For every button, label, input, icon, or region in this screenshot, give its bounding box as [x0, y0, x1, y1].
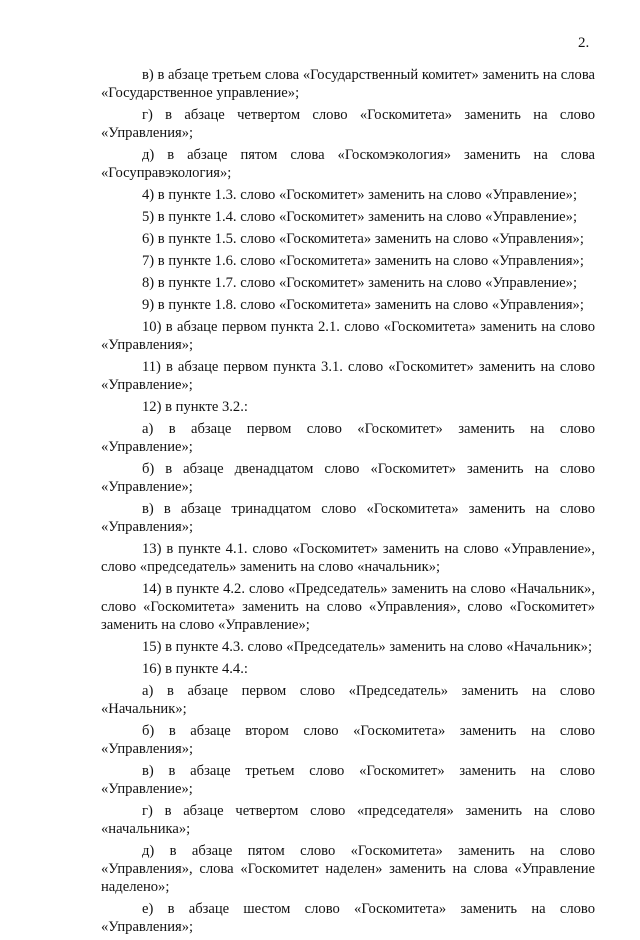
paragraph: 16) в пункте 4.4.:	[142, 661, 248, 677]
paragraph: а) в абзаце первом слово «Председатель» заменить на слово «Начальник»;	[101, 683, 595, 717]
paragraph: 5) в пункте 1.4. слово «Госкомитет» заменить на слово «Управление»;	[142, 209, 577, 225]
paragraph: д) в абзаце пятом слово «Госкомитета» заменить на слово «Управления», слова «Госкомитет наделен» заменить на слова «Управление наделено»;	[101, 843, 595, 895]
paragraph: 14) в пункте 4.2. слово «Председатель» заменить на слово «Начальник», слово «Госкомитета» заменить на слово «Управления», слово «Госкомитет» заменить на слово «Управление»;	[101, 581, 595, 633]
paragraph: г) в абзаце четвертом слово «Госкомитета» заменить на слово «Управления»;	[101, 107, 595, 141]
paragraph: а) в абзаце первом слово «Госкомитет» заменить на слово «Управление»;	[101, 421, 595, 455]
paragraph: 8) в пункте 1.7. слово «Госкомитет» заменить на слово «Управление»;	[142, 275, 577, 291]
paragraph: 10) в абзаце первом пункта 2.1. слово «Госкомитета» заменить на слово «Управления»;	[101, 319, 595, 353]
paragraph: 6) в пункте 1.5. слово «Госкомитета» заменить на слово «Управления»;	[142, 231, 584, 247]
paragraph: е) в абзаце шестом слово «Госкомитета» заменить на слово «Управления»;	[101, 901, 595, 935]
paragraph: 12) в пункте 3.2.:	[142, 399, 248, 415]
page-number: 2.	[578, 35, 590, 51]
paragraph: б) в абзаце двенадцатом слово «Госкомитет» заменить на слово «Управление»;	[101, 461, 595, 495]
paragraph: в) в абзаце третьем слово «Госкомитет» заменить на слово «Управление»;	[101, 763, 595, 797]
document-body	[101, 66, 595, 940]
paragraph: 9) в пункте 1.8. слово «Госкомитета» заменить на слово «Управления»;	[142, 297, 584, 313]
paragraph: 4) в пункте 1.3. слово «Госкомитет» заменить на слово «Управление»;	[142, 187, 577, 203]
paragraph: 15) в пункте 4.3. слово «Председатель» заменить на слово «Начальник»;	[142, 639, 592, 655]
paragraph: б) в абзаце втором слово «Госкомитета» заменить на слово «Управления»;	[101, 723, 595, 757]
paragraph: в) в абзаце третьем слова «Государственный комитет» заменить на слова «Государственное управление»;	[101, 67, 595, 101]
paragraph: г) в абзаце четвертом слово «председателя» заменить на слово «начальника»;	[101, 803, 595, 837]
paragraph: 13) в пункте 4.1. слово «Госкомитет» заменить на слово «Управление», слово «председатель» заменить на слово «начальник»;	[101, 541, 595, 575]
paragraph: в) в абзаце тринадцатом слово «Госкомитета» заменить на слово «Управления»;	[101, 501, 595, 535]
paragraph: д) в абзаце пятом слова «Госкомэкология» заменить на слова «Госуправэкология»;	[101, 147, 595, 181]
paragraph: 11) в абзаце первом пункта 3.1. слово «Госкомитет» заменить на слово «Управление»;	[101, 359, 595, 393]
paragraph: 7) в пункте 1.6. слово «Госкомитета» заменить на слово «Управления»;	[142, 253, 584, 269]
